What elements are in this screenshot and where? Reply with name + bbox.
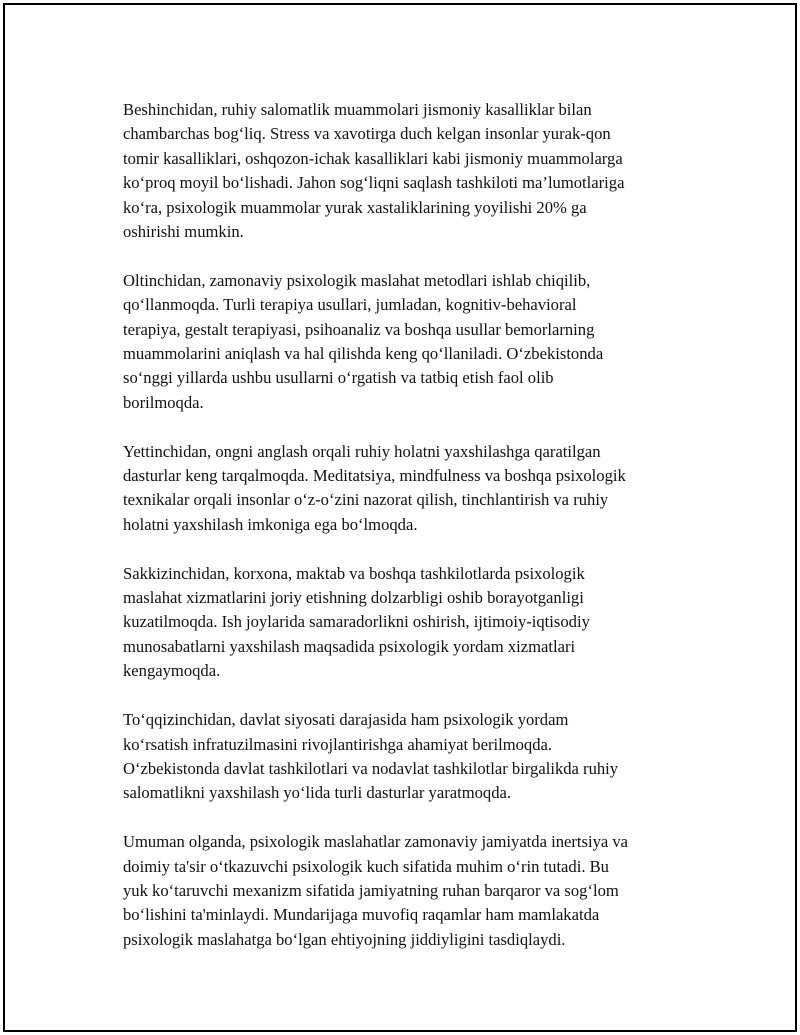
text-line: Sakkizinchidan, korxona, maktab va boshqa tashkilotlarda psixologik [123,563,585,583]
paragraph-sixth [123,269,703,415]
text-line: salomatlikni yaxshilash yo‘lida turli dasturlar yaratmoqda. [123,783,512,803]
text-line: qo‘llanmoqda. Turli terapiya usullari, jumladan, kognitiv-behavioral [123,295,577,315]
text-line: maslahat xizmatlarini joriy etishning dolzarbligi oshib borayotganligi [123,588,584,608]
text-line: ko‘proq moyil bo‘lishadi. Jahon sog‘liqni saqlash tashkiloti ma’lumotlariga [123,173,625,193]
text-line: holatni yaxshilash imkoniga ega bo‘lmoqda. [123,514,418,534]
text-line: To‘qqizinchidan, davlat siyosati darajasida ham psixologik yordam [123,710,569,730]
text-line: bo‘lishini ta'minlaydi. Mundarijaga muvofiq raqamlar ham mamlakatda [123,905,600,925]
text-line: tomir kasalliklari, oshqozon-ichak kasalliklari kabi jismoniy muammolarga [123,148,623,168]
text-line: munosabatlarni yaxshilash maqsadida psixologik yordam xizmatlari [123,636,576,656]
text-line: dasturlar keng tarqalmoqda. Meditatsiya, mindfulness va boshqa psixologik [123,466,626,486]
text-line: oshirishi mumkin. [123,222,244,242]
text-line: kengaymoqda. [123,661,221,681]
text-line: terapiya, gestalt terapiyasi, psihoanaliz va boshqa usullar bemorlarning [123,319,595,339]
paragraph-fifth [123,98,703,244]
paragraph-ninth [123,708,703,806]
page-border [3,3,797,1032]
text-line: texnikalar orqali insonlar o‘z-o‘zini nazorat qilish, tinchlantirish va ruhiy [123,490,609,510]
paragraph-eighth [123,562,703,684]
text-line: kuzatilmoqda. Ish joylarida samaradorlikni oshirish, ijtimoiy-iqtisodiy [123,612,590,632]
text-line: yuk ko‘taruvchi mexanizm sifatida jamiyatning ruhan barqaror va sog‘lom [123,880,619,900]
paragraph-conclusion [123,830,703,952]
text-line: chambarchas bog‘liq. Stress va xavotirga duch kelgan insonlar yurak-qon [123,124,611,144]
text-line: Oltinchidan, zamonaviy psixologik maslahat metodlari ishlab chiqilib, [123,270,591,290]
paragraph-seventh [123,440,703,538]
text-line: so‘nggi yillarda ushbu usullarni o‘rgatish va tatbiq etish faol olib [123,368,554,388]
text-line: ko‘ra, psixologik muammolar yurak xastaliklarining yoyilishi 20% ga [123,197,587,217]
text-line: psixologik maslahatga bo‘lgan ehtiyojning jiddiyligini tasdiqlaydi. [123,929,566,949]
text-line: Yettinchidan, ongni anglash orqali ruhiy holatni yaxshilashga qaratilgan [123,441,601,461]
text-line: Beshinchidan, ruhiy salomatlik muammolari jismoniy kasalliklar bilan [123,100,592,119]
text-line: Umuman olganda, psixologik maslahatlar zamonaviy jamiyatda inertsiya va [123,832,629,852]
text-line: doimiy ta'sir o‘tkazuvchi psixologik kuch sifatida muhim o‘rin tutadi. Bu [123,856,609,876]
text-line: borilmoqda. [123,392,204,412]
text-line: O‘zbekistonda davlat tashkilotlari va nodavlat tashkilotlar birgalikda ruhiy [123,758,619,778]
text-line: ko‘rsatish infratuzilmasini rivojlantirishga ahamiyat berilmoqda. [123,734,553,754]
text-line: muammolarini aniqlash va hal qilishda keng qo‘llaniladi. O‘zbekistonda [123,344,604,364]
document-body [123,98,703,952]
